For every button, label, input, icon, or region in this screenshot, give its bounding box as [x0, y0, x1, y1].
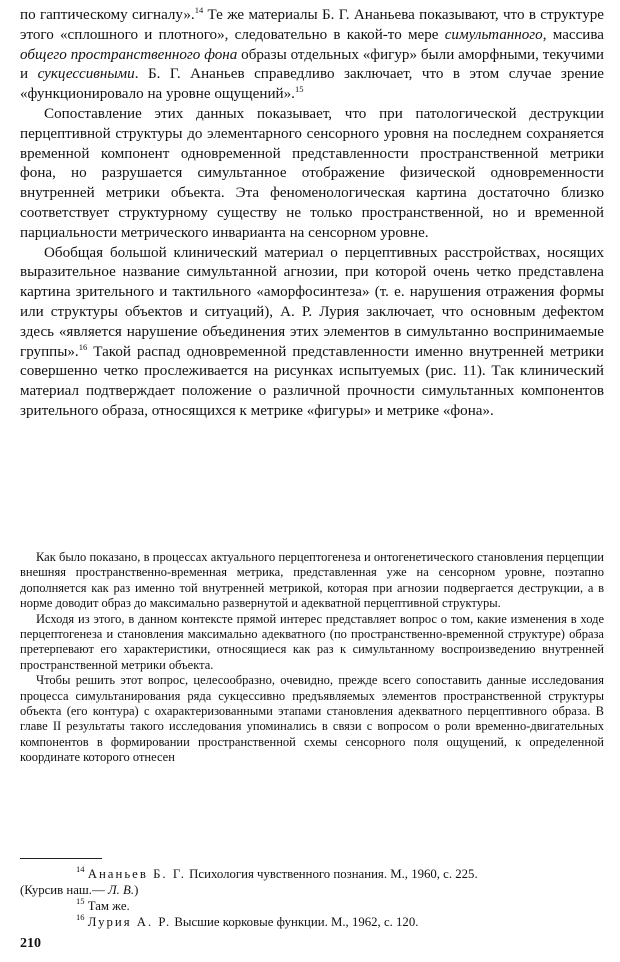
- paragraph-2: Сопоставление этих данных показывает, что при патологической деструкции перцептивной структуры до элементарного сенсорного уровня на последнем сохраняется временной компонент одновременной представленности пространственной метрики фона, но разрушается симультанное отображение физической одновременности внутренней метрики объекта. Эта феноменологическая картина достаточно близко соответствует структурному существу не только пространственной, но и временной парциальности метрического инварианта на сенсорном уровне.: [20, 105, 604, 241]
- main-text: [20, 6, 604, 422]
- small-paragraph-2: Исходя из этого, в данном контексте прямой интерес представляет вопрос о том, какие изменения в ходе перцептогенеза и становления максимально адекватного (по пространственно-временной структуре) образа претерпевают его характеристики, относящиеся как раз к симультанному воспроизведению внутренней пространственной метрики объекта.: [20, 611, 604, 672]
- small-paragraph-3: Чтобы решить этот вопрос, целесообразно, очевидно, прежде всего сопоставить данные исследования процесса симультанирования ряда сукцессивно предъявляемых элементов пространственной структуры объекта (его контура) с охарактеризованными этапами становления адекватного перцептивного образа. В главе II результаты такого исследования упоминались в связи с вопросом о роли временно-двигательных компонентов в формировании пространственной схемы сенсорного поля ощущений, к определенной координате которого отнесен: [20, 673, 604, 765]
- emphasis-simultaneous: симультанного: [444, 26, 543, 43]
- paragraph-3: Обобщая большой клинический материал о перцептивных расстройствах, носящих выразительное название симультанной агнозии, при которой очень четко представлена картина зрительного и тактильного «аморфосинтеза» (т. е. нарушения отражения формы или структуры объектов и ситуаций), А. Р. Лурия заключает, что основным дефектом здесь «является нарушение объединения этих элементов в симультанно воспринимаемые группы».$^{16}$ Такой распад одновременной представленности именно внутренней метрики совершенно четко прослеживается на рисунках испытуемых (рис. 11). Так клинический материал подтверждает положение о различной прочности симультанных компонентов зрительного образа, относящихся к метрике «фигуры» и метрике «фона».: [20, 244, 604, 419]
- small-paragraph-1: Как было показано, в процессах актуального перцептогенеза и онтогенетического становления перцепции внешняя пространственно-временная метрика, представленная уже на сенсорном уровне, поэтапно дополняется как раз именно той внутренней метрикой, которая при агнозии подвергается деструкции, а в норме доводит образ до максимально развернутой и адекватной перцептивной структуры.: [20, 550, 604, 611]
- footnote-author: Ананьев Б. Г.: [87, 867, 186, 881]
- paragraph-1: по гаптическому сигналу».$^{14}$ Те же материалы Б. Г. Ананьева показывают, что в структуре этого «сплошного и плотного», следовательно в какой-то мере симультанного, массива общего пространственного фона образы отдельных «фигур» были аморфными, текучими и сукцессивными. Б. Г. Ананьев справедливо заключает, что в этом случае зрение «функционировало на уровне ощущений».$^{15}$: [20, 5, 604, 103]
- footnote-author: Лурия А. Р.: [87, 915, 172, 929]
- page-number: 210: [20, 936, 41, 951]
- footnote-ref-15: 15: [294, 84, 304, 95]
- footnotes: [20, 866, 604, 930]
- footnote-16: $^{16}$ Лурия А. Р. Высшие корковые функции. М., 1962, с. 120.: [76, 912, 419, 929]
- emphasis-successive: сукцессивными: [37, 66, 135, 83]
- footnote-divider: [20, 858, 102, 859]
- footnote-ref-14: 14: [194, 5, 204, 15]
- emphasis-background: общего пространственного фона: [20, 46, 238, 63]
- footnote-ref-16: 16: [78, 341, 88, 352]
- footnote-14: $^{14}$ Ананьев Б. Г. Психология чувственного познания. М., 1960, с. 225.: [76, 864, 478, 881]
- footnote-14-continuation: (Курсив наш.— Л. В.): [20, 883, 139, 897]
- small-print-section: [20, 550, 604, 766]
- footnote-15: $^{15}$ Там же.: [76, 896, 130, 913]
